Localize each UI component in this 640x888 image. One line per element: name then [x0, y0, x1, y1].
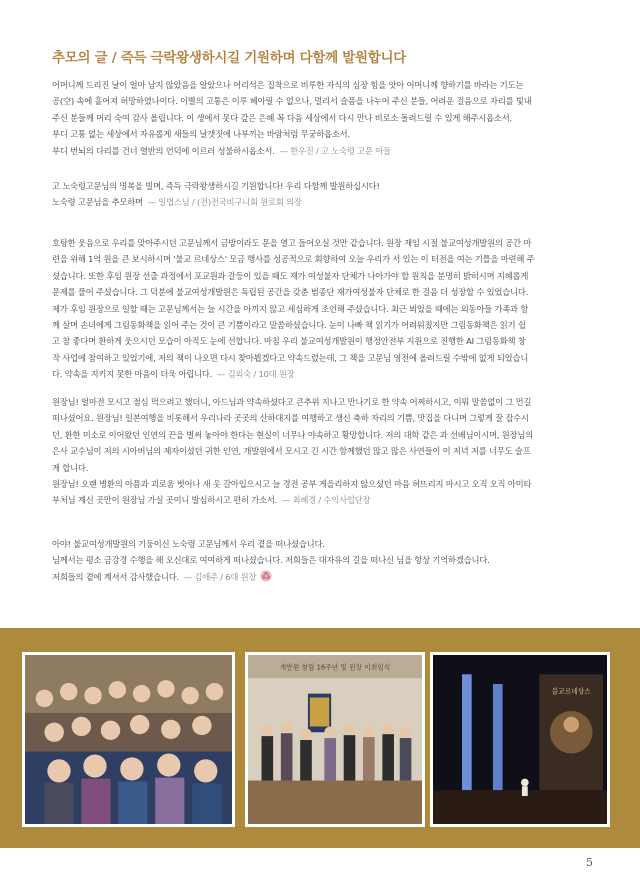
text-line: 원장님! 얼마전 모시고 점심 먹으려고 했더니, 아드님과 약속하셨다고 큰추위 지나고 만나기로 한 약속 어찌하시고, 이뭐 말씀없이 그 먼길: [52, 397, 532, 407]
attribution: — 김애주 / 6대 원장: [183, 571, 257, 582]
text-line: 떠나셨어요. 원장님! 일본여행을 비롯해서 우리나라 곳곳의 산하대지를 여행하고 생신 축하 자리의 기쁨, 맛집을 다니며 그렇게 잘 잡수시: [52, 413, 529, 424]
text-line: 호탕한 웃음으로 우리를 맞아주시던 고문님께서 금방이라도 문을 열고 들어오실 것만 같습니다. 원장 재임 시절 불교여성개발원의 공간 마: [52, 238, 532, 248]
page-number: 5: [586, 856, 593, 869]
group-photo: [22, 652, 235, 827]
text-line: 작 사업에 참여하고 있었기에, 저의 책이 나오면 다시 찾아뵙겠다고 약속드렸는데, 그 책을 고문님 영전에 올려드릴 수밖에 없게 되었습니: [52, 352, 529, 363]
text-line: 께 살며 손녀에게 그림동화책을 읽어 주는 것이 큰 기쁨이라고 말씀하셨습니다. 눈이 나빠 책 읽기가 어려워졌지만 그림동화책은 읽기 쉽: [52, 320, 526, 331]
text-line: 원장님! 오랜 병환의 아픔과 괴로움 벗어나 새 옷 갈아입으시고 늘 경전 공부 게을리하지 않으셨던 마음 허뜨리지 마시고 오직 오직 아미타: [52, 479, 532, 490]
tribute-monk: [52, 178, 600, 211]
text-line: 저희들의 곁에 계셔서 감사했습니다.: [52, 571, 179, 582]
tribute-6th-director: [52, 536, 600, 585]
text-line: 다. 약속을 지키지 못한 마음이 더욱 아립니다.: [52, 369, 213, 380]
attribution: — 한우진 / 고 노숙령 고문 아들: [279, 145, 391, 156]
stage-banner: 불교르네상스: [551, 687, 591, 696]
text-line: 련을 위해 1억 원을 큰 보시하시며 '불교 르네상스' 모금 행사를 성공적으로 회향하여 오늘 우리가 서 있는 이 터전을 여는 기틀을 마련해 주: [52, 254, 535, 265]
text-line: 던, 환한 미소로 이어왔던 인연의 끈을 벌써 놓아야 한다는 현실이 너무나 야속하고 황망합니다. 저의 대학 같은 과 선배님이시며, 원장님의: [52, 429, 534, 440]
text-line: 제가 후임 원장으로 일할 때는 고문님께서는 늘 시간을 아끼지 않고 세심하게 조언해 주셨습니다. 최근 뵈었을 때에는 외동아들 가족과 함: [52, 303, 529, 314]
text-line: 부처님 계신 곳만이 원장님 가실 곳이니 발심하시고 편히 가소서.: [52, 495, 278, 506]
text-line: 어머니께 드리진 날이 얼마 남지 않았음을 알았으나 어리석은 집착으로 비루한 자식의 심장 힘을 앗아 어머니께 향하기를 바라는 기도는: [52, 80, 524, 90]
text-line: 은사 교수님이 저의 시아버님의 제자이셨던 귀한 인연, 개발원에서 모시고 긴 시간 함께했던 많고 많은 사연들이 이 저녁 저를 너무도 슬프: [52, 446, 531, 457]
tribute-10th-director: [52, 235, 600, 383]
attribution: — 김외숙 / 10대 원장: [217, 369, 295, 380]
tribute-son: [52, 77, 600, 159]
text-line: 노숙령 고문님을 추모하며: [52, 197, 143, 208]
attribution: — 최혜경 / 수익사업단장: [282, 495, 371, 506]
lotus-icon: [260, 570, 272, 582]
text-line: 문제를 풀어 주셨습니다. 그 덕분에 불교여성개발원은 독립된 공간을 갖춘 범종단 재가여성불자 단체로 한 걸음 더 성장할 수 있었습니다.: [52, 287, 529, 298]
text-line: 고 참 좋다며 환하게 웃으시던 모습이 아직도 눈에 선합니다. 마침 우리 불교여성개발원이 행정안전부 지원으로 진행한 AI 그림동화책 창: [52, 336, 526, 347]
photo-band: [0, 628, 640, 848]
text-line: 고 노숙령고문님의 명복을 빌며, 즉득 극락왕생하시길 기원합니다! 우리 다함께 발원하십시다!: [52, 181, 380, 191]
text-line: 공(空) 속에 흩어져 허망하였나이다. 이별의 고통은 이루 헤아릴 수 없으나, 멀리서 슬픔을 나누어 주신 분들, 어려운 걸음으로 자리를 빛내: [52, 96, 532, 107]
text-line: 주신 분들께 머리 숙여 감사 올립니다. 이 생에서 못다 갚은 은혜 꼭 다음 세상에서 다시 만나 비로소 돌려드릴 수 있게 해주시옵소서.: [52, 112, 512, 123]
text-line: 부디 고통 없는 세상에서 자유롭게 새들의 날갯짓에 나부끼는 바람처럼 무궁하옵소서.: [52, 129, 350, 140]
stage-performance-photo: [430, 652, 610, 827]
text-line: 셨습니다. 또한 후임 원장 선출 과정에서 포교원과 갈등이 있을 때도 재가 여성불자 단체가 나아가야 할 원칙을 분명히 밝히시며 지혜롭게: [52, 270, 529, 281]
attribution: — 일법스님 / (전)전국비구니회 원로회 의장: [147, 197, 302, 208]
text-line: 아야! 불교여성개발원의 기둥이신 노숙령 고문님께서 우리 곁을 떠나셨습니다.: [52, 539, 325, 549]
ceremony-banner: 개발원 창립 16주년 및 원장 이취임식: [279, 663, 391, 672]
text-line: 게 합니다.: [52, 462, 89, 473]
anniversary-ceremony-photo: [245, 652, 425, 827]
text-line: 님께서는 평소 금강경 수행을 해 오신대로 여여하게 떠나셨습니다. 저희들은 대자유의 길을 떠나신 님을 항상 기억하겠습니다.: [52, 555, 490, 566]
tribute-business-head: [52, 394, 600, 509]
page-title: 추모의 글 / 즉득 극락왕생하시길 기원하며 다함께 발원합니다: [52, 50, 406, 66]
text-line: 부디 번뇌의 다리를 건너 열반의 언덕에 이르러 성불하시옵소서.: [52, 145, 275, 156]
